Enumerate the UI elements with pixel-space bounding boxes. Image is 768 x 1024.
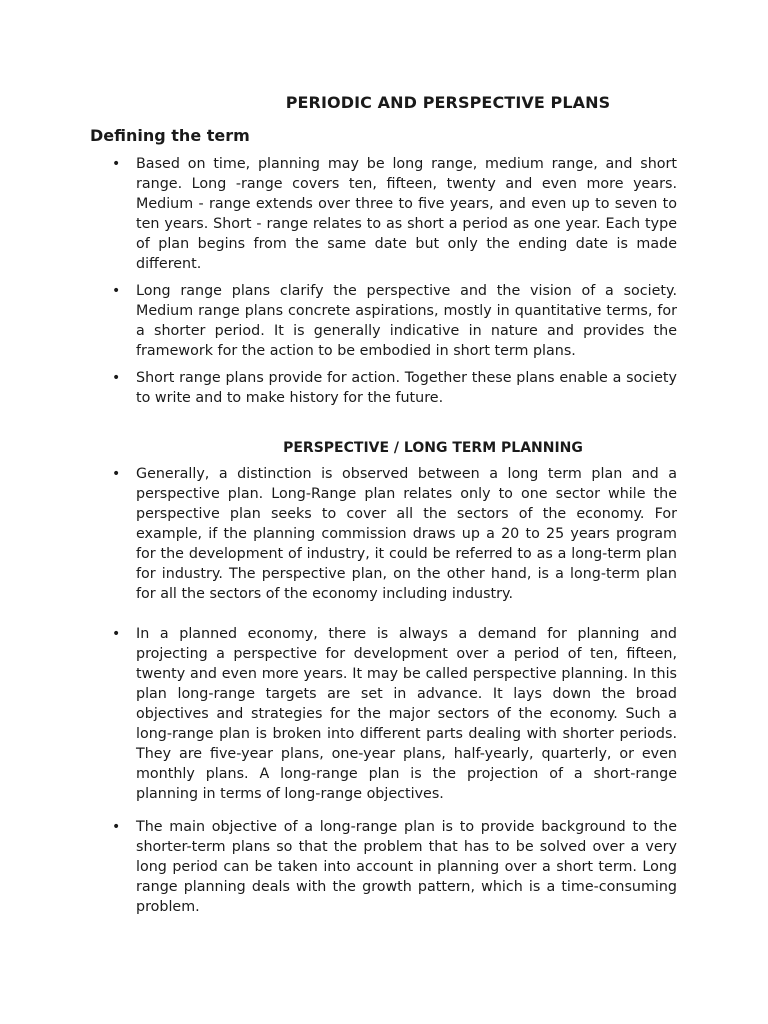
bullet-icon: • <box>112 819 121 835</box>
bullet-icon: • <box>112 466 121 482</box>
bullet-text: In a planned economy, there is always a demand for planning and projecting a perspective for development over a period of ten, fifteen, twenty and even more years. It may be called perspective planning. In this plan long-range targets are set in advance. It lays down the broad objectives and strategies for the major sectors of the economy. Such a long-range plan is broken into different parts dealing with shorter periods. They are five-year plans, one-year plans, half-yearly, quarterly, or even monthly plans. A long-range plan is the projection of a short-range planning in terms of long-range objectives. <box>136 626 677 802</box>
defining-bullet-list <box>112 154 677 415</box>
list-item <box>112 281 677 361</box>
list-item <box>112 154 677 274</box>
document-title: PERIODIC AND PERSPECTIVE PLANS <box>285 93 611 112</box>
list-item <box>112 817 677 917</box>
bullet-icon: • <box>112 626 121 642</box>
perspective-bullet-list <box>112 464 677 917</box>
bullet-text: Based on time, planning may be long range, medium range, and short range. Long -range covers ten, fifteen, twenty and even more years. Medium - range extends over three to five years, and even up to seven to ten years. Short - range relates to as short a period as one year. Each type of plan begins from the same date but only the ending date is made different. <box>136 156 677 272</box>
list-item <box>112 624 677 804</box>
section-heading-perspective-planning: PERSPECTIVE / LONG TERM PLANNING <box>283 440 583 456</box>
bullet-icon: • <box>112 370 121 386</box>
list-item <box>112 464 677 604</box>
bullet-text: Long range plans clarify the perspective and the vision of a society. Medium range plans concrete aspirations, mostly in quantitative terms, for a shorter period. It is generally indicative in nature and provides the framework for the action to be embodied in short term plans. <box>136 283 677 359</box>
bullet-text: The main objective of a long-range plan is to provide background to the shorter-term plans so that the problem that has to be solved over a very long period can be taken into account in planning over a short term. Long range planning deals with the growth pattern, which is a time-consuming problem. <box>136 819 677 915</box>
bullet-text: Short range plans provide for action. Together these plans enable a society to write and to make history for the future. <box>136 370 677 406</box>
bullet-text: Generally, a distinction is observed between a long term plan and a perspective plan. Long-Range plan relates only to one sector while the perspective plan seeks to cover all the sectors of the economy. For example, if the planning commission draws up a 20 to 25 years program for the development of industry, it could be referred to as a long-term plan for industry. The perspective plan, on the other hand, is a long-term plan for all the sectors of the economy including industry. <box>136 466 677 602</box>
list-item <box>112 368 677 408</box>
bullet-icon: • <box>112 283 121 299</box>
bullet-icon: • <box>112 156 121 172</box>
section-heading-defining-the-term: Defining the term <box>90 126 250 145</box>
